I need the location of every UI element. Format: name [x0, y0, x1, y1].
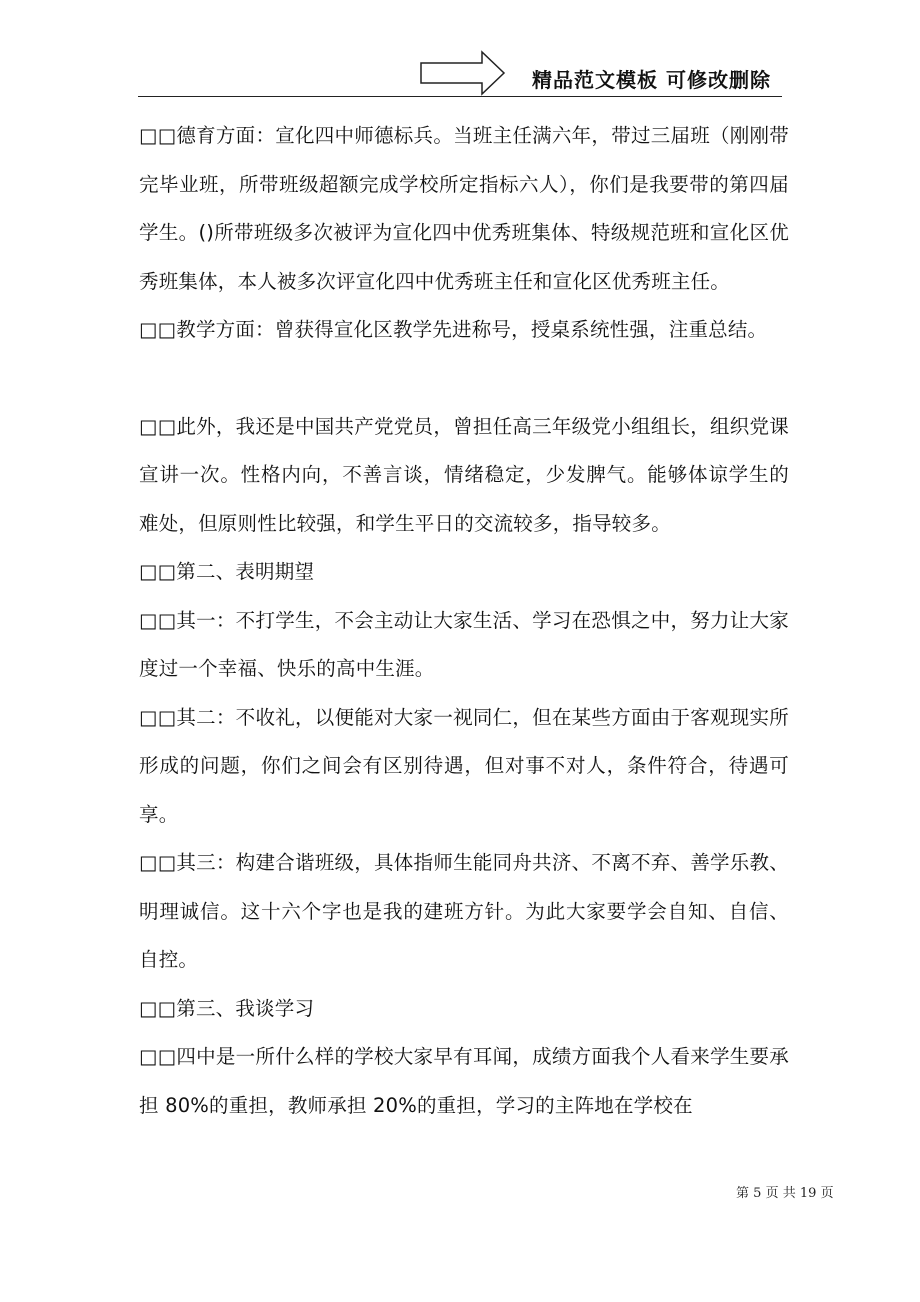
page-number: [736, 1182, 834, 1201]
arrow-right-icon: [420, 50, 506, 96]
paragraph-text: 第三、我谈学习: [176, 996, 315, 1020]
paragraph-expectation-three: [139, 839, 789, 985]
header-title: 精品范文模板 可修改删除: [532, 68, 771, 92]
document-body: [139, 112, 789, 1130]
page-unit: 页: [765, 1186, 779, 1201]
paragraph-indent: □□: [139, 318, 177, 341]
paragraph-indent: □□: [139, 124, 177, 147]
paragraph-indent: □□: [139, 1045, 177, 1068]
paragraph-text: 其一：不打学生，不会主动让大家生活、学习在恐惧之中，努力让大家度过一个幸福、快乐的高中生涯。: [139, 608, 790, 680]
paragraph-study: [139, 1033, 789, 1130]
paragraph-expectation-one: [139, 597, 789, 694]
paragraph-text: 此外，我还是中国共产党党员，曾担任高三年级党小组组长，组织党课宣讲一次。性格内向，不善言谈，情绪稳定，少发脾气。能够体谅学生的难处，但原则性比较强，和学生平日的交流较多，指导较多。: [139, 414, 790, 535]
paragraph-text: 其三：构建合谐班级，具体指师生能同舟共济、不离不弃、善学乐教、明理诚信。这十六个字也是我的建班方针。为此大家要学会自知、自信、自控。: [139, 851, 790, 971]
paragraph-indent: □□: [139, 705, 177, 729]
section-heading-study: [139, 985, 789, 1034]
blank-line: [139, 355, 789, 403]
paragraph-text: 其二：不收礼，以便能对大家一视同仁，但在某些方面由于客观现实所形成的问题，你们之间会有区别待遇，但对事不对人，条件符合，待遇可享。: [139, 705, 790, 826]
paragraph-indent: □□: [139, 996, 177, 1020]
header-divider: [138, 96, 782, 97]
paragraph-indent: □□: [139, 608, 177, 632]
total-unit: 页: [820, 1186, 834, 1201]
paragraph-text: 第二、表明期望: [176, 560, 315, 583]
current-page: 5: [753, 1186, 762, 1201]
total-prefix: 共: [782, 1186, 796, 1201]
paragraph-additionally: [139, 403, 789, 549]
page-prefix: 第: [736, 1186, 750, 1201]
paragraph-text: 教学方面：曾获得宣化区教学先进称号，授桌系统性强，注重总结。: [176, 318, 768, 341]
total-pages: 19: [799, 1186, 817, 1201]
paragraph-indent: □□: [139, 851, 177, 874]
section-heading-expectations: [139, 548, 789, 597]
paragraph-teaching: [139, 306, 789, 355]
paragraph-indent: □□: [139, 560, 177, 583]
paragraph-indent: □□: [139, 414, 177, 438]
paragraph-expectation-two: [139, 694, 789, 840]
paragraph-moral-education: [139, 112, 789, 306]
paragraph-text: 四中是一所什么样的学校大家早有耳闻，成绩方面我个人看来学生要承担 80%的重担，教师承担 20%的重担，学习的主阵地在学校在: [139, 1045, 790, 1117]
paragraph-text: 德育方面：宣化四中师德标兵。当班主任满六年，带过三届班（刚刚带完毕业班，所带班级超额完成学校所定指标六人），你们是我要带的第四届学生。()所带班级多次被评为宣化四中优秀班集体、特级规范班和宣化区优秀班集体，本人被多次评宣化四中优秀班主任和宣化区优秀班主任。: [139, 124, 790, 293]
